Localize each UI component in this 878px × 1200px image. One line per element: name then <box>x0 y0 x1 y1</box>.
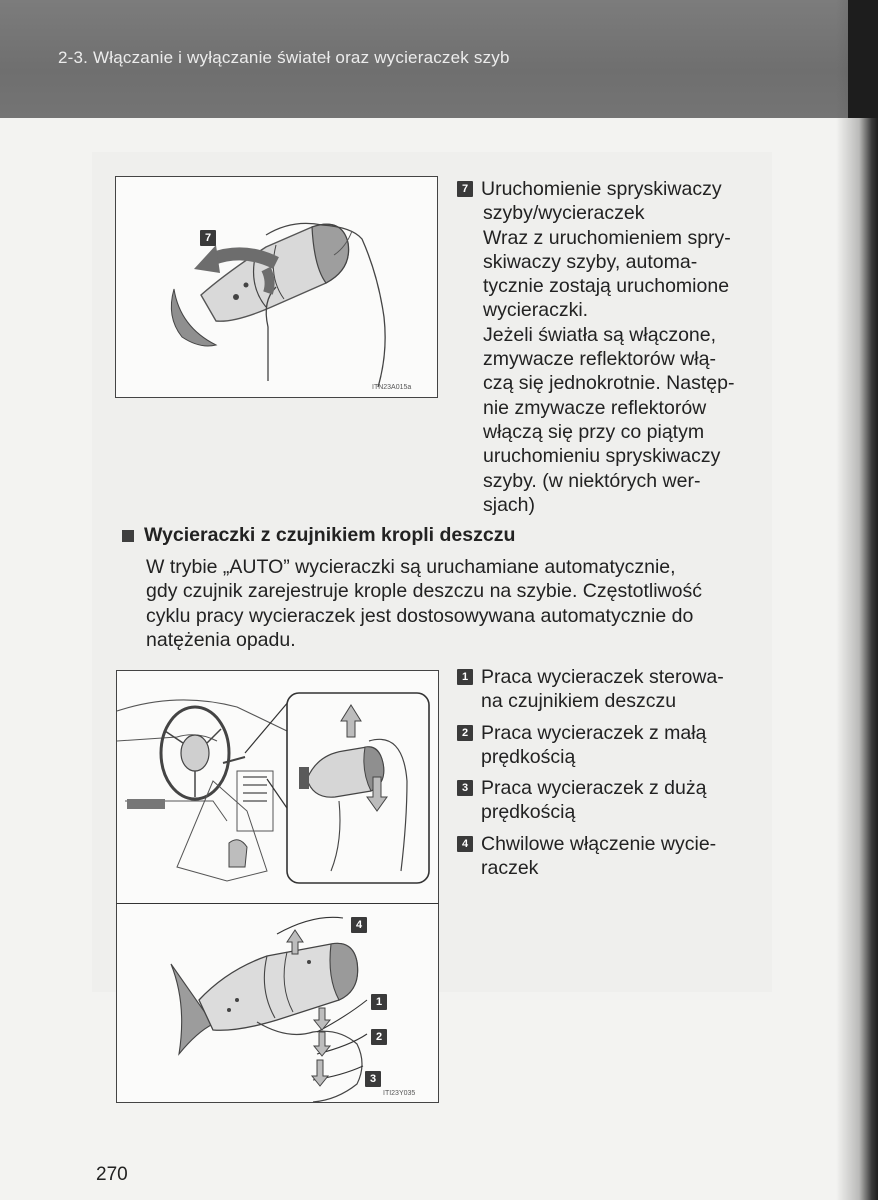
rain-sensor-line: natężenia opadu. <box>146 628 296 651</box>
list-item <box>457 721 757 770</box>
mode-label-line2: prędkością <box>481 745 576 768</box>
washer-title <box>457 177 757 201</box>
washer-body-line: nie zmywacze reflektorów <box>483 396 707 419</box>
page-number: 270 <box>96 1164 128 1185</box>
washer-body-line: uruchomieniu spryskiwaczy <box>483 445 721 468</box>
list-item <box>457 776 757 825</box>
section-title: 2-3. Włączanie i wyłączanie świateł oraz wycieraczek szyb <box>58 48 510 67</box>
washer-body-line: wycieraczki. <box>483 299 589 322</box>
washer-title-line2: szyby/wycieraczek <box>483 202 645 225</box>
mode-label-line2: na czujnikiem deszczu <box>481 690 677 713</box>
dashboard-illustration <box>116 670 439 903</box>
rain-sensor-body <box>146 555 758 652</box>
wiper-lever-drawing <box>117 904 440 1104</box>
mode-marker: 3 <box>457 780 473 796</box>
washer-title-line1: Uruchomienie spryskiwaczy <box>481 178 722 200</box>
washer-body-line: szyby. (w niektórych wer- <box>483 469 701 492</box>
rain-sensor-line: cyklu pracy wycieraczek jest dostosowywana automatycznie do <box>146 604 694 627</box>
washer-lever-illustration <box>115 176 438 398</box>
page-header <box>0 0 878 118</box>
wiper-modes-list <box>457 665 757 887</box>
rain-sensor-heading <box>122 524 515 547</box>
washer-body-line: Wraz z uruchomieniem spry- <box>483 226 731 249</box>
binding-shadow <box>836 0 878 1200</box>
washer-body-line: skiwaczy szyby, automa- <box>483 250 698 273</box>
dashboard-drawing <box>117 671 440 904</box>
list-item <box>457 665 757 714</box>
figure2-marker-3: 3 <box>365 1070 381 1088</box>
washer-body-line: tycznie zostają uruchomione <box>483 275 730 298</box>
washer-body <box>457 201 757 517</box>
mode-marker: 4 <box>457 836 473 852</box>
rain-sensor-line: W trybie „AUTO” wycieraczki są uruchamiane automatycznie, <box>146 556 676 578</box>
figure1-marker: 7 <box>200 229 216 247</box>
washer-lever-drawing <box>116 177 439 399</box>
figure2-marker-4: 4 <box>351 916 367 934</box>
mode-label-line1: Praca wycieraczek z małą <box>481 721 707 744</box>
washer-body-line: Jeżeli światła są włączone, <box>483 323 717 346</box>
figure2-marker-2: 2 <box>371 1028 387 1046</box>
mode-label-line1: Praca wycieraczek z dużą <box>481 777 707 800</box>
washer-body-line: zmywacze reflektorów włą- <box>483 348 716 371</box>
rain-sensor-line: gdy czujnik zarejestruje krople deszczu na szybie. Częstotliwość <box>146 580 702 603</box>
washer-description <box>457 177 757 517</box>
washer-body-line: sjach) <box>483 493 536 516</box>
mode-label-line1: Praca wycieraczek sterowa- <box>481 666 724 688</box>
washer-body-line: włączą się przy co piątym <box>483 420 705 443</box>
wiper-lever-positions-illustration <box>116 903 439 1103</box>
rain-sensor-heading-text: Wycieraczki z czujnikiem kropli deszczu <box>144 524 516 546</box>
figure1-code: ITN23A015a <box>372 384 412 391</box>
list-item <box>457 832 757 881</box>
washer-body-line: czą się jednokrotnie. Następ- <box>483 372 735 395</box>
washer-marker: 7 <box>457 181 473 197</box>
figure2-marker-1: 1 <box>371 993 387 1011</box>
figure2-code: ITI23Y035 <box>383 1090 416 1097</box>
mode-label-line1: Chwilowe włączenie wycie- <box>481 832 717 855</box>
binding-shadow-top <box>848 0 878 118</box>
square-bullet-icon <box>122 530 134 542</box>
mode-label-line2: prędkością <box>481 801 576 824</box>
mode-label-line2: raczek <box>481 857 539 880</box>
mode-marker: 2 <box>457 725 473 741</box>
mode-marker: 1 <box>457 669 473 685</box>
